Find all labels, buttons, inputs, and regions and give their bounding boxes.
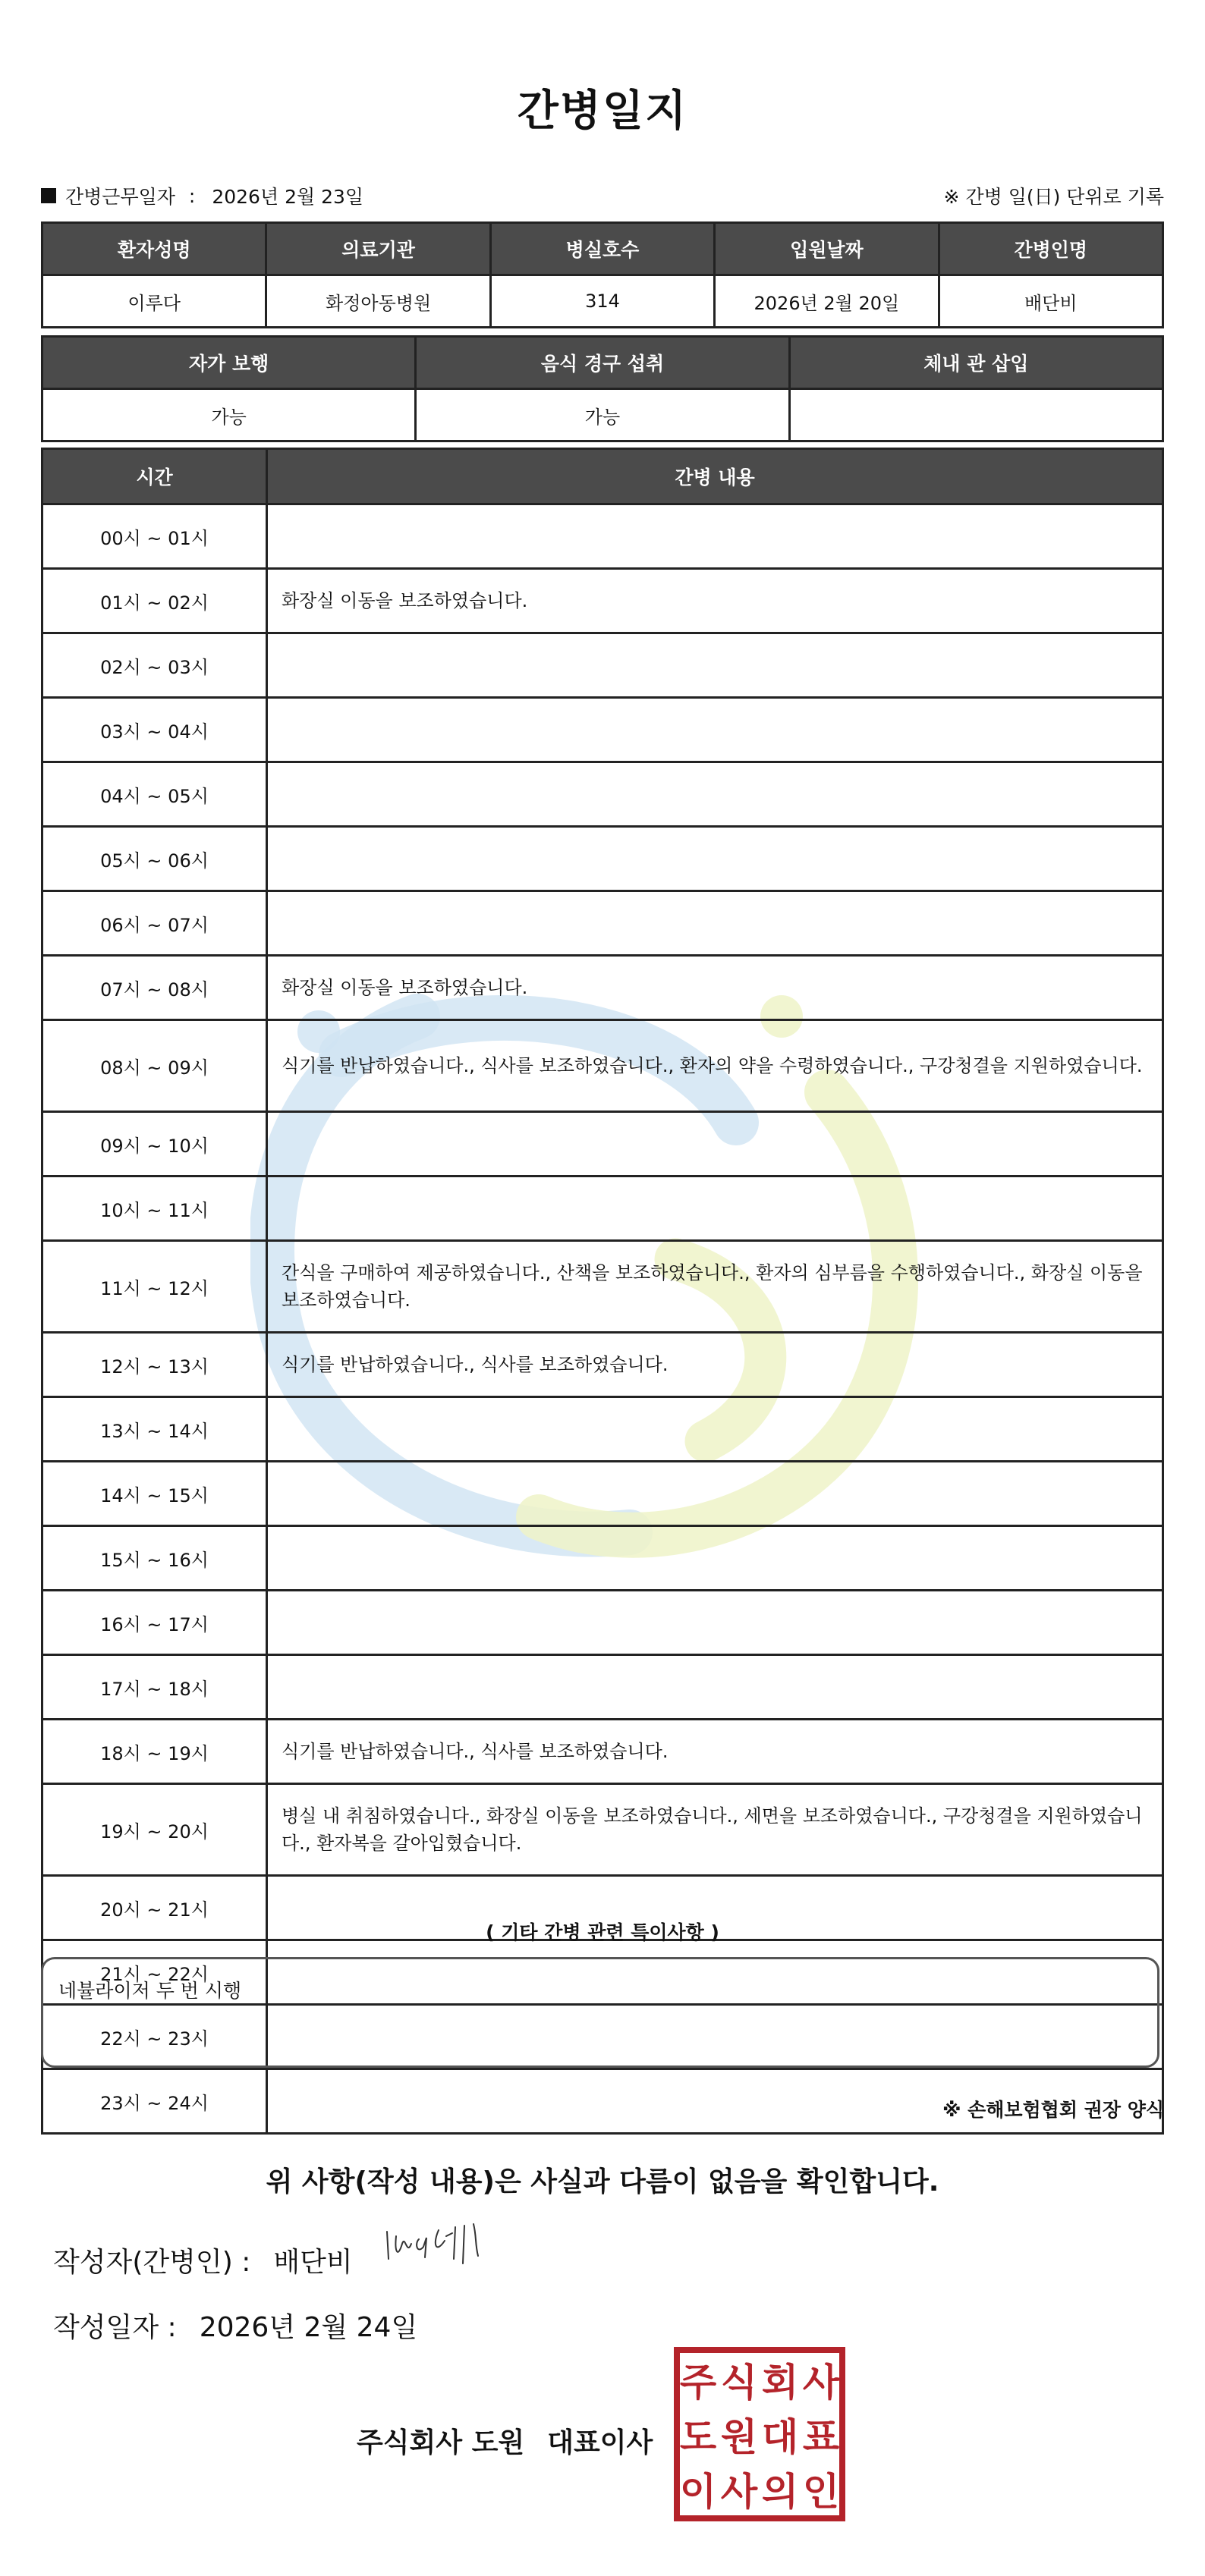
stamp-character: 식 [720, 2361, 758, 2405]
special-notes-box [41, 1957, 1159, 2068]
stamp-character: 도 [679, 2415, 717, 2459]
time-slot: 15시 ~ 16시 [42, 1526, 267, 1591]
care-content [267, 1462, 1163, 1526]
special-notes-title: ( 기타 간병 관련 특이사항 ) [486, 1921, 719, 1943]
table-row [42, 1397, 1163, 1462]
record-unit-note: ※ 간병 일(日) 단위로 기록 [943, 186, 1164, 208]
writer-name: 배단비 [273, 2247, 353, 2278]
care-content [267, 1397, 1163, 1462]
stamp-character: 인 [802, 2470, 840, 2514]
time-slot: 20시 ~ 21시 [42, 1876, 267, 1940]
header-time: 시간 [42, 449, 267, 504]
care-content [267, 1526, 1163, 1591]
care-content [267, 1655, 1163, 1720]
time-slot: 11시 ~ 12시 [42, 1241, 267, 1333]
write-date-label: 작성일자 : [53, 2312, 177, 2343]
time-slot: 22시 ~ 23시 [42, 2005, 267, 2069]
time-slot: 07시 ~ 08시 [42, 956, 267, 1020]
table-row [42, 762, 1163, 827]
stamp-character: 대 [761, 2415, 799, 2459]
time-slot: 09시 ~ 10시 [42, 1112, 267, 1176]
company-name: 주식회사 도원 [357, 2427, 525, 2458]
care-content [267, 504, 1163, 569]
time-slot: 03시 ~ 04시 [42, 698, 267, 762]
table-row [42, 1655, 1163, 1720]
stamp-character: 원 [720, 2415, 758, 2459]
care-log-table [41, 448, 1164, 2135]
special-notes-content: 네뷸라이저 두 번 시행 [58, 1980, 242, 2002]
work-date-value: 2026년 2월 23일 [212, 186, 364, 208]
header-admission-date: 입원날짜 [715, 223, 939, 275]
self-walking-value: 가능 [42, 389, 416, 441]
company-seal-stamp [674, 2347, 845, 2521]
time-slot: 02시 ~ 03시 [42, 633, 267, 698]
care-content: 화장실 이동을 보조하였습니다. [267, 569, 1163, 633]
stamp-character: 주 [679, 2361, 717, 2405]
oral-intake-value: 가능 [416, 389, 789, 441]
recommended-form-note: ※ 손해보험협회 권장 양식 [942, 2099, 1164, 2121]
time-slot: 05시 ~ 06시 [42, 827, 267, 891]
time-slot: 01시 ~ 02시 [42, 569, 267, 633]
time-slot: 04시 ~ 05시 [42, 762, 267, 827]
time-slot: 10시 ~ 11시 [42, 1176, 267, 1241]
time-slot: 08시 ~ 09시 [42, 1020, 267, 1112]
header-care-content: 간병 내용 [267, 449, 1163, 504]
care-content [267, 762, 1163, 827]
care-content [267, 633, 1163, 698]
time-slot: 19시 ~ 20시 [42, 1784, 267, 1876]
care-content [267, 698, 1163, 762]
table-row [42, 1020, 1163, 1112]
stamp-character: 이 [679, 2470, 717, 2514]
room-number: 314 [490, 275, 714, 328]
care-content [267, 1176, 1163, 1241]
writer-line [53, 2241, 353, 2279]
stamp-character: 의 [761, 2470, 799, 2514]
table-row [42, 1241, 1163, 1333]
patient-name: 이루다 [42, 275, 266, 328]
write-date-value: 2026년 2월 24일 [199, 2312, 418, 2343]
care-content: 화장실 이동을 보조하였습니다. [267, 956, 1163, 1020]
patient-info-table [41, 221, 1164, 328]
care-content: 간식을 구매하여 제공하였습니다., 산책을 보조하였습니다., 환자의 심부름을 수행하였습니다., 화장실 이동을 보조하였습니다. [267, 1241, 1163, 1333]
stamp-character: 사 [802, 2361, 840, 2405]
table-row [42, 1784, 1163, 1876]
table-row [42, 1462, 1163, 1526]
table-row [42, 956, 1163, 1020]
table-row [42, 1591, 1163, 1655]
table-row [42, 891, 1163, 956]
table-row [42, 1526, 1163, 1591]
care-content: 식기를 반납하였습니다., 식사를 보조하였습니다. [267, 1333, 1163, 1397]
table-row [42, 1112, 1163, 1176]
write-date-line [53, 2306, 417, 2345]
page-title: 간병일지 [517, 86, 688, 136]
time-slot: 16시 ~ 17시 [42, 1591, 267, 1655]
work-date-line [41, 182, 363, 209]
table-row [42, 1176, 1163, 1241]
time-slot: 12시 ~ 13시 [42, 1333, 267, 1397]
stamp-character: 표 [802, 2415, 840, 2459]
header-tube-insertion: 체내 관 삽입 [789, 337, 1163, 389]
care-content [267, 891, 1163, 956]
header-self-walking: 자가 보행 [42, 337, 416, 389]
header-caregiver-name: 간병인명 [939, 223, 1163, 275]
care-content [267, 827, 1163, 891]
company-representative: 대표이사 [547, 2427, 653, 2458]
work-date-separator: : [188, 184, 196, 207]
time-slot: 21시 ~ 22시 [42, 1940, 267, 2005]
table-row [42, 1333, 1163, 1397]
caregiver-name: 배단비 [939, 275, 1163, 328]
table-row [42, 1720, 1163, 1784]
care-content: 식기를 반납하였습니다., 식사를 보조하였습니다. [267, 1720, 1163, 1784]
care-content: 병실 내 취침하였습니다., 화장실 이동을 보조하였습니다., 세면을 보조하였습니다., 구강청결을 지원하였습니다., 환자복을 갈아입혔습니다. [267, 1784, 1163, 1876]
table-row [42, 504, 1163, 569]
patient-ability-table [41, 335, 1164, 442]
care-content [267, 1112, 1163, 1176]
time-slot: 14시 ~ 15시 [42, 1462, 267, 1526]
stamp-character: 회 [761, 2361, 799, 2405]
header-patient-name: 환자성명 [42, 223, 266, 275]
company-line [357, 2421, 653, 2460]
time-slot: 00시 ~ 01시 [42, 504, 267, 569]
work-date-label: 간병근무일자 [65, 186, 175, 208]
time-slot: 23시 ~ 24시 [42, 2069, 267, 2134]
header-oral-intake: 음식 경구 섭취 [416, 337, 789, 389]
care-content [267, 1591, 1163, 1655]
confirmation-statement: 위 사항(작성 내용)은 사실과 다름이 없음을 확인합니다. [266, 2166, 939, 2197]
admission-date: 2026년 2월 20일 [715, 275, 939, 328]
table-row [42, 698, 1163, 762]
time-slot: 06시 ~ 07시 [42, 891, 267, 956]
header-hospital: 의료기관 [266, 223, 490, 275]
square-bullet-icon [41, 188, 56, 203]
care-content: 식기를 반납하였습니다., 식사를 보조하였습니다., 환자의 약을 수령하였습니다., 구강청결을 지원하였습니다. [267, 1020, 1163, 1112]
stamp-character: 사 [720, 2470, 758, 2514]
table-row [42, 827, 1163, 891]
header-room-number: 병실호수 [490, 223, 714, 275]
table-row [42, 633, 1163, 698]
tube-insertion-value [789, 389, 1163, 441]
time-slot: 18시 ~ 19시 [42, 1720, 267, 1784]
writer-label: 작성자(간병인) : [53, 2247, 251, 2278]
handwritten-signature [379, 2221, 524, 2279]
table-row [42, 569, 1163, 633]
time-slot: 17시 ~ 18시 [42, 1655, 267, 1720]
time-slot: 13시 ~ 14시 [42, 1397, 267, 1462]
hospital-name: 화정아동병원 [266, 275, 490, 328]
